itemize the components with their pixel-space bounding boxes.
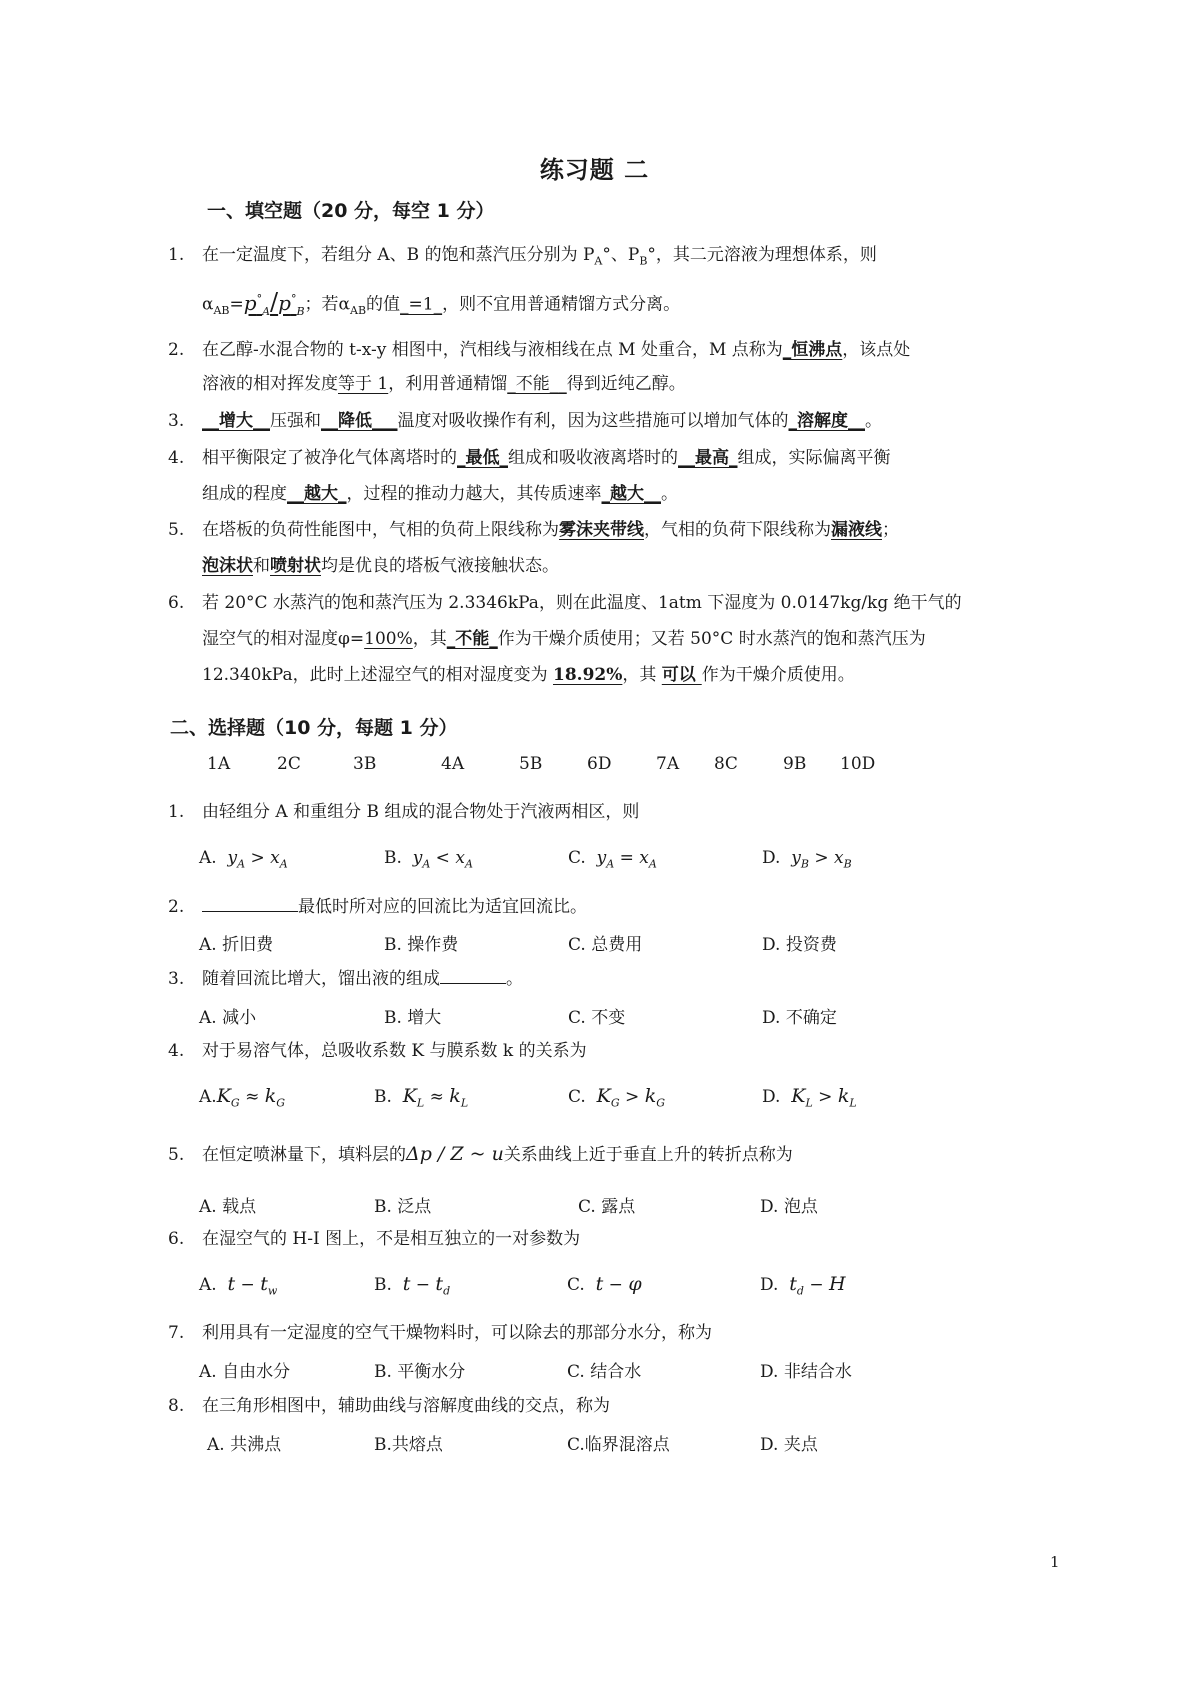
question-number: 5. <box>168 1145 185 1165</box>
choice-8-option-a[interactable]: A. 共沸点 <box>207 1435 282 1455</box>
answer-key-item: 8C <box>714 754 738 774</box>
option-label: D. <box>762 1087 781 1107</box>
choice-7-option-c[interactable]: C. 结合水 <box>567 1362 642 1382</box>
math-var: k <box>837 1085 850 1107</box>
question-number: 2. <box>168 897 185 917</box>
formula: Δp / Z ~ u <box>406 1143 504 1165</box>
question-text: ，其 <box>412 629 447 649</box>
math-var: k <box>449 1085 461 1107</box>
section-choice-heading: 二、选择题（10 分，每题 1 分） <box>170 717 458 739</box>
question-text: 最低时所对应的回流比为适宜回流比。 <box>298 897 587 917</box>
subscript: L <box>805 1096 813 1110</box>
equals-sign: = <box>229 294 244 315</box>
choice-8-option-d[interactable]: D. 夹点 <box>760 1435 818 1455</box>
math-var: H <box>829 1273 846 1295</box>
choice-5-option-b[interactable]: B. 泛点 <box>374 1197 432 1217</box>
question-text: 组成和吸收液离塔时的 <box>508 448 678 468</box>
question-text: ； <box>882 520 899 540</box>
choice-4-option-a[interactable] <box>199 1085 285 1109</box>
choice-5-option-a[interactable]: A. 载点 <box>199 1197 257 1217</box>
math-var: y <box>227 848 238 868</box>
question-text: 。 <box>506 969 523 989</box>
question-text: 作为干燥介质使用；又若 50°C 时水蒸汽的饱和蒸汽压为 <box>497 629 926 649</box>
answer-blank: 18.92% <box>553 665 623 685</box>
question-text: 组成的程度 <box>202 484 287 504</box>
answer-blank: 雾沫夹带线 <box>559 520 644 540</box>
question-text: 相平衡限定了被净化气体离塔时的 <box>202 448 457 468</box>
answer-key-item: 3B <box>353 754 377 774</box>
alpha-symbol: α <box>338 294 351 315</box>
choice-2-option-a[interactable]: A. 折旧费 <box>199 935 274 955</box>
choice-8-option-c[interactable]: C.临界混溶点 <box>567 1435 670 1455</box>
choice-7-option-d[interactable]: D. 非结合水 <box>760 1362 852 1382</box>
choice-4-option-b[interactable] <box>374 1085 468 1109</box>
subscript: A <box>237 857 246 871</box>
option-label: A. <box>199 848 217 868</box>
subscript: AB <box>350 304 367 318</box>
question-text: 在恒定喷淋量下，填料层的 <box>202 1145 406 1165</box>
section-fill-blank-heading: 一、填空题（20 分，每空 1 分） <box>207 200 495 222</box>
alpha-symbol: α <box>202 294 214 315</box>
answer-key-item: 10D <box>840 754 876 774</box>
question-text: 温度对吸收操作有利，因为这些措施可以增加气体的 <box>397 411 789 431</box>
choice-question-7 <box>168 1321 712 1345</box>
subscript: AB <box>213 304 230 318</box>
choice-6-option-c[interactable] <box>567 1273 642 1297</box>
subscript: G <box>610 1096 620 1110</box>
subscript: A <box>648 857 657 871</box>
math-var: x <box>270 848 280 868</box>
question-text: ，利用普通精馏 <box>388 374 508 394</box>
fill-question-1-line-1 <box>168 243 877 273</box>
answer-blank: 漏液线 <box>831 520 882 540</box>
blank-line <box>202 895 298 912</box>
subscript: A <box>279 857 288 871</box>
choice-6-option-b[interactable] <box>374 1273 450 1297</box>
option-label: C. <box>568 1087 586 1107</box>
math-operator: − <box>803 1275 829 1295</box>
answer-blank: _越大__ <box>601 484 661 504</box>
choice-question-2 <box>168 895 587 919</box>
question-text: 12.340kPa，此时上述湿空气的相对湿度变为 <box>202 665 553 685</box>
math-var: k <box>644 1085 657 1107</box>
page-number: 1 <box>1050 1553 1060 1571</box>
math-var: y <box>412 848 423 868</box>
answer-blank: _=1_ <box>400 294 443 315</box>
answer-key-item: 9B <box>783 754 807 774</box>
math-var: t <box>402 1273 411 1295</box>
subscript: G <box>656 1096 665 1110</box>
subscript: B <box>843 857 852 871</box>
choice-1-option-a[interactable] <box>199 848 288 870</box>
math-operator: > <box>619 1087 645 1107</box>
question-text: 在一定温度下，若组分 A、B 的饱和蒸汽压分别为 P <box>202 245 595 265</box>
question-number: 8. <box>168 1396 185 1416</box>
fill-question-2-line-2 <box>202 372 686 396</box>
subscript: L <box>416 1096 425 1110</box>
question-number: 4. <box>168 1041 185 1061</box>
formula-var: p <box>243 290 257 315</box>
question-number: 6. <box>168 593 185 613</box>
question-number: 2. <box>168 340 185 360</box>
choice-1-option-b[interactable] <box>384 848 473 870</box>
choice-2-option-c[interactable]: C. 总费用 <box>568 935 643 955</box>
question-text: 关系曲线上近于垂直上升的转折点称为 <box>503 1145 793 1165</box>
question-text: 。 <box>661 484 678 504</box>
answer-blank: 100% <box>364 629 413 649</box>
choice-5-option-c[interactable]: C. 露点 <box>578 1197 636 1217</box>
fill-question-5-line-2 <box>202 554 559 578</box>
choice-question-1 <box>168 800 639 824</box>
choice-question-3 <box>168 967 523 991</box>
choice-question-4 <box>168 1039 587 1063</box>
subscript: d <box>796 1284 804 1298</box>
math-operator: > <box>245 848 271 868</box>
choice-6-option-a[interactable] <box>199 1273 277 1297</box>
choice-1-option-c[interactable] <box>568 848 657 870</box>
math-var: K <box>402 1085 417 1107</box>
subscript: L <box>460 1096 469 1110</box>
answer-blank: _最低_ <box>457 448 508 468</box>
math-var: K <box>791 1085 806 1107</box>
question-number: 5. <box>168 520 185 540</box>
question-number: 4. <box>168 448 185 468</box>
subscript: A <box>464 857 473 871</box>
answer-key-item: 1A <box>207 754 231 774</box>
question-text: 得到近纯乙醇。 <box>566 374 686 394</box>
math-var: x <box>834 848 844 868</box>
option-label: C. <box>567 1275 585 1295</box>
question-text: 湿空气的相对湿度φ= <box>202 629 365 649</box>
choice-7-option-b[interactable]: B. 平衡水分 <box>374 1362 466 1382</box>
question-text: 压强和 <box>270 411 321 431</box>
formula-slash: / <box>270 287 279 316</box>
choice-question-6 <box>168 1227 580 1251</box>
question-text: 在三角形相图中，辅助曲线与溶解度曲线的交点，称为 <box>202 1396 610 1416</box>
answer-blank: _不能__ <box>507 374 567 394</box>
question-number: 3. <box>168 969 185 989</box>
math-var: φ <box>628 1273 642 1295</box>
choice-question-5 <box>168 1142 793 1167</box>
answer-key-row <box>207 752 875 776</box>
subscript: G <box>276 1096 286 1110</box>
answer-key-item: 6D <box>587 754 612 774</box>
option-label: A. <box>199 1275 217 1295</box>
fill-question-6-line-3 <box>202 663 855 687</box>
answer-blank: 泡沫状 <box>202 556 253 576</box>
math-operator: ≈ <box>424 1087 450 1107</box>
math-var: K <box>596 1085 611 1107</box>
subscript: L <box>849 1096 857 1110</box>
choice-7-option-a[interactable]: A. 自由水分 <box>199 1362 291 1382</box>
answer-blank: __降低___ <box>321 411 398 431</box>
option-label: B. <box>374 1275 392 1295</box>
math-var: y <box>596 848 607 868</box>
fill-question-1-line-2 <box>202 287 680 324</box>
question-text: 在塔板的负荷性能图中，气相的负荷上限线称为 <box>202 520 559 540</box>
question-text: ，该点处 <box>842 340 911 360</box>
math-var: t <box>789 1273 797 1295</box>
option-label: B. <box>374 1087 392 1107</box>
math-operator: > <box>812 1087 838 1107</box>
subscript: B <box>800 857 809 871</box>
fill-question-3 <box>168 409 882 433</box>
question-text: 和 <box>253 556 270 576</box>
answer-blank: _不能_ <box>446 629 498 649</box>
answer-blank: __增大__ <box>202 411 270 431</box>
question-number: 3. <box>168 411 185 431</box>
subscript: w <box>267 1284 278 1298</box>
question-text: 若 20°C 水蒸汽的饱和蒸汽压为 2.3346kPa，则在此温度、1atm 下湿度为 0.0147kg/kg 绝干气的 <box>202 593 962 613</box>
degree-sup: ° <box>290 292 297 305</box>
math-var: t <box>435 1273 444 1295</box>
math-var: t <box>260 1273 268 1295</box>
math-var: k <box>264 1085 277 1107</box>
option-label: A. <box>199 1087 217 1107</box>
subscript: A <box>262 304 271 318</box>
math-var: x <box>455 848 465 868</box>
choice-3-option-c[interactable]: C. 不变 <box>568 1008 626 1028</box>
answer-blank: _溶解度__ <box>788 411 865 431</box>
fill-question-4-line-1 <box>168 446 891 470</box>
question-text: 由轻组分 A 和重组分 B 组成的混合物处于汽液两相区，则 <box>202 802 640 822</box>
math-operator: > <box>808 848 835 868</box>
answer-key-item: 2C <box>277 754 301 774</box>
math-operator: − <box>603 1275 629 1295</box>
answer-blank: _恒沸点 <box>782 340 843 360</box>
question-text: 均是优良的塔板气液接触状态。 <box>321 556 559 576</box>
question-text: 的值 <box>366 294 401 315</box>
choice-question-8 <box>168 1394 610 1418</box>
formula-answer <box>243 287 305 318</box>
question-text: ，气相的负荷下限线称为 <box>644 520 831 540</box>
question-text: 随着回流比增大，馏出液的组成 <box>202 969 440 989</box>
answer-blank: __最高_ <box>678 448 738 468</box>
question-number: 7. <box>168 1323 185 1343</box>
question-text: ，则不宜用普通精馏方式分离。 <box>442 294 681 315</box>
subscript: A <box>594 254 603 268</box>
answer-blank: 可以 <box>661 665 702 685</box>
math-operator: = <box>614 848 640 868</box>
math-operator: ≈ <box>239 1087 265 1107</box>
question-text: ，其 <box>622 665 662 685</box>
answer-blank: 喷射状 <box>270 556 321 576</box>
math-var: x <box>639 848 649 868</box>
subscript: d <box>443 1284 451 1298</box>
question-text: 作为干燥介质使用。 <box>701 665 855 685</box>
fill-question-5-line-1 <box>168 518 899 542</box>
math-var: K <box>216 1085 231 1107</box>
choice-4-option-d[interactable] <box>762 1085 857 1109</box>
option-label: B. <box>384 848 402 868</box>
question-text: 在乙醇-水混合物的 t-x-y 相图中，汽相线与液相线在点 M 处重合，M 点称为 <box>202 340 783 360</box>
subscript: G <box>230 1096 240 1110</box>
math-var: t <box>595 1273 604 1295</box>
math-operator: − <box>410 1275 436 1295</box>
choice-8-option-b[interactable]: B.共熔点 <box>374 1435 443 1455</box>
math-operator: − <box>235 1275 261 1295</box>
answer-key-item: 7A <box>656 754 680 774</box>
answer-blank: 等于 1 <box>338 374 389 394</box>
question-text: 组成，实际偏离平衡 <box>737 448 891 468</box>
blank-line <box>440 967 506 984</box>
page-title: 练习题 二 <box>539 156 650 184</box>
subscript: B <box>639 254 648 268</box>
fill-question-2-line-1 <box>168 338 910 362</box>
math-var: t <box>227 1273 236 1295</box>
subscript: B <box>296 304 305 318</box>
choice-3-option-b[interactable]: B. 增大 <box>384 1008 442 1028</box>
subscript: A <box>422 857 431 871</box>
question-text: ，过程的推动力越大，其传质速率 <box>346 484 602 504</box>
question-number: 6. <box>168 1229 185 1249</box>
fill-question-6-line-2 <box>202 627 926 651</box>
choice-2-option-b[interactable]: B. 操作费 <box>384 935 459 955</box>
fill-question-6-line-1 <box>168 591 962 615</box>
option-label: D. <box>760 1275 779 1295</box>
question-text: °，其二元溶液为理想体系，则 <box>647 245 877 265</box>
answer-blank: __越大_ <box>287 484 347 504</box>
question-text: °、P <box>602 245 640 265</box>
question-text: 。 <box>865 411 882 431</box>
math-var: y <box>791 848 801 868</box>
question-number: 1. <box>168 245 185 265</box>
fill-question-4-line-2 <box>202 482 678 506</box>
question-text: 对于易溶气体，总吸收系数 K 与膜系数 k 的关系为 <box>202 1041 587 1061</box>
choice-3-option-a[interactable]: A. 减小 <box>199 1008 257 1028</box>
choice-3-option-d[interactable]: D. 不确定 <box>762 1008 837 1028</box>
subscript: A <box>606 857 615 871</box>
answer-key-item: 4A <box>441 754 465 774</box>
option-label: D. <box>762 848 781 868</box>
question-text: 在湿空气的 H-I 图上，不是相互独立的一对参数为 <box>202 1229 581 1249</box>
degree-sup: ° <box>256 292 263 305</box>
question-text: 利用具有一定湿度的空气干燥物料时，可以除去的那部分水分，称为 <box>202 1323 712 1343</box>
question-text: 溶液的相对挥发度 <box>202 374 338 394</box>
choice-2-option-d[interactable]: D. 投资费 <box>762 935 837 955</box>
choice-1-option-d[interactable] <box>762 848 852 870</box>
choice-4-option-c[interactable] <box>568 1085 665 1109</box>
math-operator: < <box>430 848 456 868</box>
choice-6-option-d[interactable] <box>760 1273 846 1297</box>
choice-5-option-d[interactable]: D. 泡点 <box>760 1197 818 1217</box>
question-text: ；若 <box>304 294 339 315</box>
option-label: C. <box>568 848 586 868</box>
formula-var: p <box>278 290 291 315</box>
answer-key-item: 5B <box>519 754 543 774</box>
question-number: 1. <box>168 802 185 822</box>
